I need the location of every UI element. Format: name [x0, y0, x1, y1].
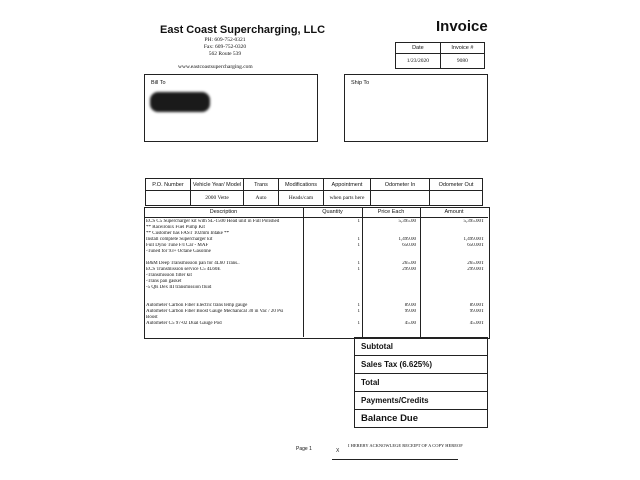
- item-price: 650.00: [402, 243, 416, 248]
- trans-value: Auto: [244, 191, 279, 206]
- ship-to-label: Ship To: [351, 80, 370, 86]
- date-label: Date: [396, 43, 441, 54]
- description-header: Description: [209, 209, 238, 215]
- price-each-header: Price Each: [377, 209, 405, 215]
- item-price: 89.00: [404, 303, 416, 308]
- item-description: ** Raceironix Fuel Pump Kit: [146, 225, 205, 230]
- ship-to-box: [344, 74, 488, 142]
- item-amount: 265.00T: [467, 261, 484, 266]
- item-description: Autometer Carbon Fiber Boost Gauge Mechanical 30 in Vac / 20 Psi: [146, 309, 284, 314]
- payments-label: Payments/Credits: [355, 392, 488, 410]
- redacted-address: [150, 92, 210, 112]
- item-price: 1,499.00: [398, 237, 416, 242]
- item-price: 45.00: [404, 321, 416, 326]
- invoice-date: 1/23/2020: [396, 54, 441, 69]
- item-description: Autometer Carbon Fiber Electric trans temp gauge: [146, 303, 248, 308]
- item-quantity: 1: [357, 309, 360, 314]
- item-quantity: 1: [357, 261, 360, 266]
- item-description: -Transmission filter kit: [146, 273, 192, 278]
- invoice-title: Invoice: [436, 18, 488, 35]
- amount-header: Amount: [444, 209, 464, 215]
- vehicle-info-table: [145, 178, 483, 206]
- total-label: Total: [355, 374, 488, 392]
- items-list: [146, 219, 486, 327]
- invoice-header-table: [395, 42, 485, 69]
- odometer-out-value: [430, 191, 483, 206]
- item-amount: 1,499.00T: [463, 237, 484, 242]
- modifications-value: Heads/cam: [279, 191, 324, 206]
- subtotal-label: Subtotal: [355, 338, 488, 356]
- company-name: East Coast Supercharging, LLC: [160, 24, 326, 36]
- item-quantity: 1: [357, 303, 360, 308]
- quantity-header: Quantity: [322, 209, 343, 215]
- item-description: Install complete Supercharger kit: [146, 237, 213, 242]
- page-number: Page 1: [296, 446, 312, 452]
- item-price: 99.00: [404, 309, 416, 314]
- item-amount: 650.00T: [467, 243, 484, 248]
- vehicle-model-value: 2000 Vette: [191, 191, 244, 206]
- bill-to-label: Bill To: [151, 80, 166, 86]
- appointment-value: when parts here: [324, 191, 371, 206]
- item-description: -Tuned for 93+ Octane Gasoline: [146, 249, 211, 254]
- item-description: ECS Transmission service C5 4L60E: [146, 267, 221, 272]
- po-number-value: [146, 191, 191, 206]
- item-quantity: 1: [357, 237, 360, 242]
- company-website: www.eastcoastsupercharging.com: [178, 64, 253, 70]
- signature-line: [332, 459, 458, 460]
- modifications-header: Modifications: [279, 179, 324, 191]
- sales-tax-label: Sales Tax (6.625%): [355, 356, 488, 374]
- acknowledge-text: I HEREBY ACKNOWLEGE RECEIPT OF A COPY HEREOF: [348, 443, 463, 448]
- signature-x: X: [336, 448, 340, 454]
- item-description: ECS C5 Supercharger kit with SL-1500 Head unit in Full Polished: [146, 219, 280, 224]
- balance-due-label: Balance Due: [355, 410, 488, 428]
- vehicle-model-header: Vehicle Year/ Model: [191, 179, 244, 191]
- appointment-header: Appointment: [324, 179, 371, 191]
- invoice-number-label: Invoice #: [440, 43, 484, 54]
- item-amount: 5,395.00T: [463, 219, 484, 224]
- item-quantity: 1: [357, 243, 360, 248]
- item-price: 265.00: [402, 261, 416, 266]
- item-amount: 45.00T: [469, 321, 484, 326]
- item-quantity: 1: [357, 219, 360, 224]
- table-row: [146, 321, 486, 327]
- item-description: -Trans pan gasket: [146, 279, 182, 284]
- company-phone: PH: 609-752-0321: [204, 37, 246, 43]
- item-description: Boost: [146, 315, 158, 320]
- po-number-header: P.O. Number: [146, 179, 191, 191]
- trans-header: Trans: [244, 179, 279, 191]
- item-quantity: 1: [357, 267, 360, 272]
- odometer-out-header: Odometer Out: [430, 179, 483, 191]
- odometer-in-header: Odometer In: [371, 179, 430, 191]
- invoice-number: 9080: [440, 54, 484, 69]
- item-amount: 299.00T: [467, 267, 484, 272]
- item-price: 299.00: [402, 267, 416, 272]
- item-description: Autometer C5 97-02 Dual Gauge Pod: [146, 321, 222, 326]
- odometer-in-value: [371, 191, 430, 206]
- item-description: -5 Qts Dex III transmission fluid: [146, 285, 212, 290]
- item-amount: 99.00T: [469, 309, 484, 314]
- item-description: ** Customer has FAST 102mm Intake **: [146, 231, 230, 236]
- company-fax: Fax: 609-752-0320: [203, 44, 247, 50]
- company-address: 562 Route 539: [208, 51, 242, 57]
- items-header-divider: [144, 217, 488, 218]
- totals-table: [354, 337, 488, 428]
- item-description: Full Dyno Tune F/I Car - MAF: [146, 243, 209, 248]
- item-quantity: 1: [357, 321, 360, 326]
- item-description: B&M Deep Transmission pan for 4L60 Trans..: [146, 261, 240, 266]
- item-amount: 89.00T: [469, 303, 484, 308]
- item-price: 5,395.00: [398, 219, 416, 224]
